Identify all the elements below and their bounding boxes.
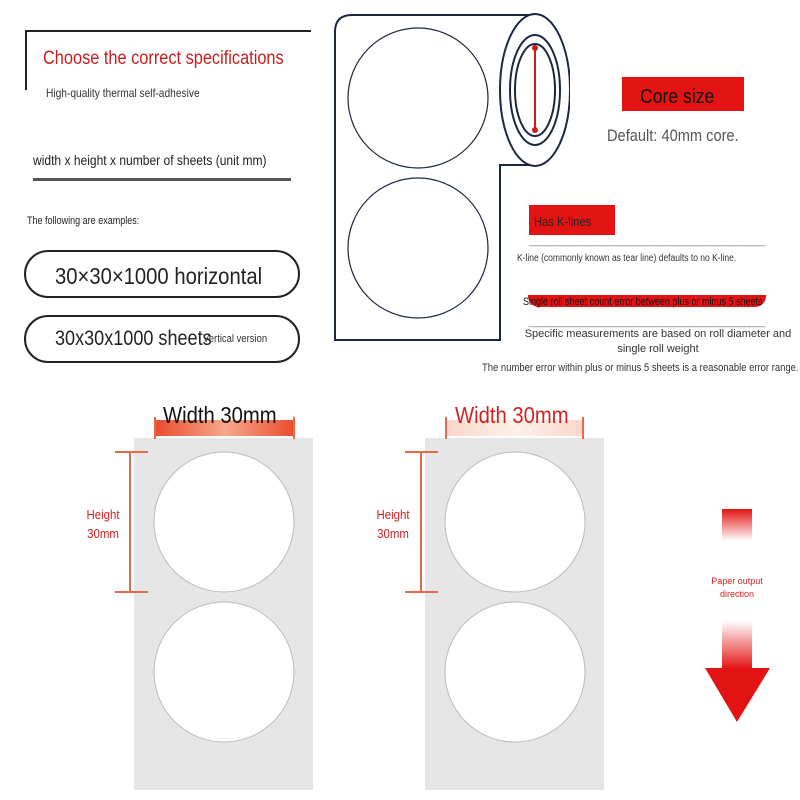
label-circle: [154, 602, 294, 742]
vertical-version-note: Vertical version: [203, 333, 268, 345]
label-circle: [445, 602, 585, 742]
width-tick: [293, 417, 295, 439]
height-label-right: Height 30mm: [376, 507, 410, 541]
format-underline: [33, 178, 291, 181]
error-highlight-cover: [528, 285, 766, 295]
examples-label: The following are examples:: [27, 215, 140, 227]
width-label-left: Width 30mm: [163, 402, 277, 428]
width-label-right: Width 30mm: [455, 402, 569, 428]
measurement-note: Specific measurements are based on roll diameter and single roll weight: [524, 328, 792, 355]
core-dot-bottom: [532, 127, 538, 133]
paper-output-direction-label: Paper output direction: [711, 576, 763, 599]
core-dot-top: [532, 45, 538, 51]
divider-dashes: ______________________________________________: [529, 316, 765, 328]
label-circles-right: [400, 445, 610, 745]
label-circles-left: [110, 445, 320, 745]
spec-format-text: width x height x number of sheets (unit mm): [33, 152, 267, 168]
label-circle: [445, 452, 585, 592]
roll-label-circle: [348, 28, 488, 168]
paper-direction-arrow-icon: [700, 505, 775, 730]
core-default-text: Default: 40mm core.: [607, 126, 739, 145]
example-vertical-text: 30x30x1000 sheets: [55, 327, 212, 350]
k-line-description: K-line (commonly known as tear line) defaults to no K-line.: [517, 253, 737, 264]
k-lines-label: Has K-lines: [534, 214, 592, 229]
divider-dashes: ______________________________________________: [529, 235, 765, 247]
width-tick: [445, 417, 447, 439]
core-size-label: Core size: [640, 86, 715, 108]
width-tick: [582, 417, 584, 439]
page-subtitle: High-quality thermal self-adhesive: [46, 86, 200, 100]
count-error-text: Single roll sheet count error between plus or minus 5 sheets: [523, 296, 763, 308]
example-horizontal-text: 30×30×1000 horizontal: [55, 263, 263, 289]
width-tick: [154, 417, 156, 439]
height-label-left: Height 30mm: [86, 507, 120, 541]
error-range-note: The number error within plus or minus 5 sheets is a reasonable error range.: [482, 362, 799, 374]
roll-label-circle: [348, 178, 488, 318]
label-circle: [154, 452, 294, 592]
page-title: Choose the correct specifications: [43, 48, 284, 69]
